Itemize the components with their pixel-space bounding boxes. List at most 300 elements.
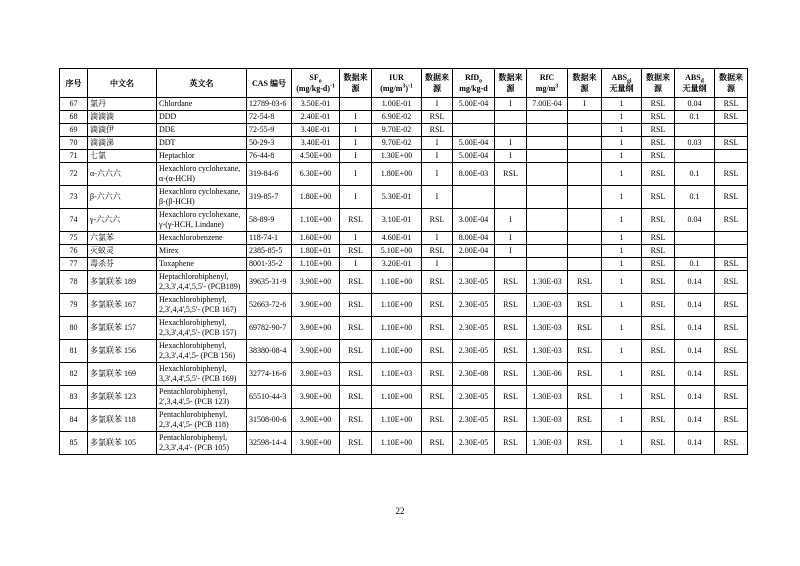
table-cell: 2.30E-05 [453, 317, 495, 340]
table-cell: RSL [568, 409, 602, 432]
table-row [60, 245, 748, 258]
table-cell [568, 245, 602, 258]
table-cell: Pentachlorobiphenyl, 2',3,4,4',5- (PCB 123) [157, 386, 247, 409]
column-header: CAS 编号 [247, 69, 292, 98]
table-cell [715, 150, 748, 163]
table-cell: 1.30E-03 [527, 386, 568, 409]
table-cell: Toxaphene [157, 258, 247, 271]
table-cell: 67 [60, 98, 88, 111]
table-cell: 1 [602, 209, 642, 232]
table-cell: RSL [715, 271, 748, 294]
table-cell: 1.30E-06 [527, 363, 568, 386]
table-cell: 74 [60, 209, 88, 232]
table-cell: RSL [422, 317, 453, 340]
table-cell [453, 124, 495, 137]
table-cell: 5.30E-01 [372, 186, 422, 209]
table-cell: 71 [60, 150, 88, 163]
table-cell: RSL [495, 271, 527, 294]
table-cell [675, 245, 715, 258]
table-cell: 1.10E+00 [372, 432, 422, 455]
table-cell: 0.14 [675, 432, 715, 455]
table-cell: 3.90E+00 [292, 386, 340, 409]
table-cell: 1 [602, 317, 642, 340]
table-cell: RSL [422, 432, 453, 455]
table-cell: 6.30E+00 [292, 163, 340, 186]
table-cell: 1 [602, 245, 642, 258]
table-cell: RSL [568, 317, 602, 340]
table-cell: 65510-44-3 [247, 386, 292, 409]
table-cell: RSL [642, 432, 675, 455]
table-cell [527, 245, 568, 258]
table-cell: 6.90E-02 [372, 111, 422, 124]
table-cell: 多氯联苯 105 [88, 432, 157, 455]
table-cell: 84 [60, 409, 88, 432]
table-cell: 1.10E+00 [372, 294, 422, 317]
table-cell: 1.10E+00 [372, 340, 422, 363]
table-body [60, 98, 748, 455]
table-cell: 1 [602, 232, 642, 245]
table-cell: 2.30E-05 [453, 409, 495, 432]
table-cell [527, 232, 568, 245]
table-cell: 0.1 [675, 163, 715, 186]
table-cell: 3.90E+00 [292, 271, 340, 294]
table-cell: 118-74-1 [247, 232, 292, 245]
column-header: 数据来 源 [340, 69, 372, 98]
table-cell: I [422, 98, 453, 111]
table-cell [495, 124, 527, 137]
table-cell [453, 186, 495, 209]
table-cell: RSL [422, 209, 453, 232]
table-row [60, 317, 748, 340]
table-cell: 69782-90-7 [247, 317, 292, 340]
table-cell: 79 [60, 294, 88, 317]
table-cell: 多氯联苯 157 [88, 317, 157, 340]
table-cell: RSL [340, 271, 372, 294]
table-cell: 3.20E-01 [372, 258, 422, 271]
table-cell: RSL [642, 124, 675, 137]
table-cell [568, 186, 602, 209]
column-header: 序号 [60, 69, 88, 98]
table-cell [568, 124, 602, 137]
table-cell: 3.50E-01 [292, 98, 340, 111]
table-cell: 2.30E-05 [453, 294, 495, 317]
table-cell: RSL [422, 124, 453, 137]
table-cell: Mirex [157, 245, 247, 258]
table-cell [568, 232, 602, 245]
table-cell: RSL [642, 386, 675, 409]
table-cell: 1 [602, 432, 642, 455]
table-cell: 0.14 [675, 409, 715, 432]
table-cell: 76-44-8 [247, 150, 292, 163]
table-cell: RSL [715, 186, 748, 209]
table-cell: 1 [602, 98, 642, 111]
table-cell: 31508-00-6 [247, 409, 292, 432]
table-cell: RSL [642, 98, 675, 111]
table-cell: 0.14 [675, 271, 715, 294]
table-cell: RSL [422, 363, 453, 386]
table-cell: 80 [60, 317, 88, 340]
table-cell: 39635-31-9 [247, 271, 292, 294]
table-cell: 多氯联苯 156 [88, 340, 157, 363]
table-row [60, 363, 748, 386]
table-cell: 75 [60, 232, 88, 245]
table-cell: 0.1 [675, 186, 715, 209]
table-cell: 多氯联苯 123 [88, 386, 157, 409]
table-cell: RSL [568, 271, 602, 294]
table-cell: 1.10E+00 [372, 386, 422, 409]
table-cell: 1 [602, 271, 642, 294]
table-cell: RSL [642, 340, 675, 363]
table-cell: RSL [715, 163, 748, 186]
table-cell: RSL [715, 409, 748, 432]
table-cell: 5.10E+00 [372, 245, 422, 258]
table-cell: 1.00E-01 [372, 98, 422, 111]
table-cell: γ-六六六 [88, 209, 157, 232]
table-cell: 72 [60, 163, 88, 186]
table-cell: 3.00E-04 [453, 209, 495, 232]
table-cell [568, 258, 602, 271]
table-cell [495, 186, 527, 209]
table-cell: I [422, 137, 453, 150]
table-cell: 0.04 [675, 209, 715, 232]
table-cell: 2.30E-08 [453, 363, 495, 386]
table-cell: 1 [602, 258, 642, 271]
table-cell: 83 [60, 386, 88, 409]
table-cell: 1.30E-03 [527, 432, 568, 455]
table-cell: 1.10E+00 [292, 258, 340, 271]
table-cell: I [340, 258, 372, 271]
page-number: 22 [395, 506, 405, 516]
table-cell: 78 [60, 271, 88, 294]
table-cell: 81 [60, 340, 88, 363]
header-row [60, 69, 748, 98]
table-cell: 1.10E+03 [372, 363, 422, 386]
table-cell: RSL [715, 137, 748, 150]
table-cell: RSL [495, 386, 527, 409]
table-cell: 1 [602, 409, 642, 432]
table-cell: RSL [715, 363, 748, 386]
table-cell: 3.90E+00 [292, 340, 340, 363]
table-row [60, 186, 748, 209]
table-cell: 72-55-9 [247, 124, 292, 137]
table-cell: 70 [60, 137, 88, 150]
table-cell: 1 [602, 150, 642, 163]
table-cell: I [422, 258, 453, 271]
table-cell: RSL [642, 245, 675, 258]
table-cell: 1.80E+01 [292, 245, 340, 258]
table-cell: I [340, 124, 372, 137]
table-row [60, 137, 748, 150]
table-cell: 9.70E-02 [372, 137, 422, 150]
table-cell: 1 [602, 363, 642, 386]
table-row [60, 271, 748, 294]
table-cell: 2.30E-05 [453, 432, 495, 455]
column-header: 英文名 [157, 69, 247, 98]
table-cell: RSL [642, 363, 675, 386]
table-cell: 85 [60, 432, 88, 455]
column-header: 数据来 源 [495, 69, 527, 98]
table-cell: RSL [495, 340, 527, 363]
table-cell: 2.30E-05 [453, 386, 495, 409]
table-cell: Heptachlorobiphenyl, 2,3,3',4,4',5,5'- (PCB189) [157, 271, 247, 294]
table-cell: 3.90E+03 [292, 363, 340, 386]
table-cell: β-六六六 [88, 186, 157, 209]
table-cell: 灭蚁灵 [88, 245, 157, 258]
table-cell: 1.30E+00 [372, 150, 422, 163]
table-cell [527, 150, 568, 163]
column-header: 数据来 源 [568, 69, 602, 98]
table-cell: RSL [340, 386, 372, 409]
table-cell: 0.14 [675, 363, 715, 386]
table-cell: Pentachlorobiphenyl, 2,3,3',4,4'- (PCB 105) [157, 432, 247, 455]
table-cell: 1.10E+00 [372, 317, 422, 340]
table-cell: RSL [642, 271, 675, 294]
table-cell: 73 [60, 186, 88, 209]
table-cell: Chlordane [157, 98, 247, 111]
table-cell: RSL [495, 409, 527, 432]
table-cell: RSL [495, 432, 527, 455]
table-cell: 32598-14-4 [247, 432, 292, 455]
table-row [60, 409, 748, 432]
column-header: IUR $(mg/m^3)^{-1}$ [372, 69, 422, 98]
table-cell: RSL [715, 432, 748, 455]
table-cell: RSL [495, 294, 527, 317]
table-row [60, 150, 748, 163]
table-cell: I [495, 150, 527, 163]
table-cell: 8.00E-04 [453, 232, 495, 245]
table-cell: I [495, 209, 527, 232]
table-cell: 1.10E+00 [372, 409, 422, 432]
table-cell [527, 111, 568, 124]
table-cell: RSL [422, 245, 453, 258]
table-cell: 滴滴滴 [88, 111, 157, 124]
table-cell: 1 [602, 124, 642, 137]
table-cell: Hexachlorobiphenyl, 3,3',4,4',5,5'- (PCB 169) [157, 363, 247, 386]
table-cell: RSL [422, 111, 453, 124]
table-cell [568, 111, 602, 124]
table-cell: RSL [568, 432, 602, 455]
table-cell: DDD [157, 111, 247, 124]
table-cell: 2.30E-05 [453, 340, 495, 363]
table-cell: 0.14 [675, 386, 715, 409]
table-cell [527, 209, 568, 232]
table-cell: RSL [642, 163, 675, 186]
table-cell: RSL [642, 150, 675, 163]
table-cell: 5.00E-04 [453, 98, 495, 111]
table-cell: 82 [60, 363, 88, 386]
table-cell [453, 111, 495, 124]
table-cell: I [568, 98, 602, 111]
table-cell: 1.10E+00 [292, 209, 340, 232]
table-cell [568, 163, 602, 186]
table-cell [340, 98, 372, 111]
table-cell: 0.1 [675, 258, 715, 271]
table-cell: 32774-16-6 [247, 363, 292, 386]
table-cell: RSL [568, 363, 602, 386]
table-cell: 3.10E-01 [372, 209, 422, 232]
column-header: 数据来 源 [422, 69, 453, 98]
table-cell: 0.14 [675, 317, 715, 340]
table-row [60, 294, 748, 317]
table-cell: RSL [340, 245, 372, 258]
table-cell: Hexachlorobiphenyl, 2,3,3',4,4',5- (PCB 156) [157, 340, 247, 363]
table-cell [715, 232, 748, 245]
table-cell: Hexachlorobiphenyl, 2,3,3',4,4',5'- (PCB 157) [157, 317, 247, 340]
table-cell: 9.70E-02 [372, 124, 422, 137]
table-row [60, 232, 748, 245]
table-cell: 1 [602, 137, 642, 150]
table-cell: RSL [340, 294, 372, 317]
table-cell: RSL [495, 163, 527, 186]
column-header: 数据来 源 [642, 69, 675, 98]
table-cell: 3.90E+00 [292, 409, 340, 432]
table-cell: 2385-85-5 [247, 245, 292, 258]
table-cell: DDT [157, 137, 247, 150]
table-cell: Hexachlorobiphenyl, 2,3',4,4',5,5'- (PCB 167) [157, 294, 247, 317]
table-cell: 多氯联苯 167 [88, 294, 157, 317]
table-row [60, 163, 748, 186]
table-cell [527, 186, 568, 209]
table-row [60, 124, 748, 137]
table-cell: RSL [422, 386, 453, 409]
table-cell: I [495, 98, 527, 111]
table-cell: 滴滴伊 [88, 124, 157, 137]
table-row [60, 340, 748, 363]
table-cell: 1.30E-03 [527, 294, 568, 317]
table-cell: I [495, 245, 527, 258]
table-cell: 76 [60, 245, 88, 258]
table-cell: 3.90E+00 [292, 294, 340, 317]
column-header: 数据来 源 [715, 69, 748, 98]
table-cell: RSL [422, 340, 453, 363]
table-cell: I [340, 111, 372, 124]
table-cell: RSL [642, 111, 675, 124]
table-cell: 3.90E+00 [292, 432, 340, 455]
table-cell: 1.30E-03 [527, 317, 568, 340]
column-header: $SF_o$ $(mg/kg-d)^{-1}$ [292, 69, 340, 98]
table-cell: 1 [602, 340, 642, 363]
chemical-parameters-table [59, 68, 748, 455]
table-cell [527, 258, 568, 271]
table-cell: 4.50E+00 [292, 150, 340, 163]
table-cell [675, 150, 715, 163]
table-cell: I [422, 232, 453, 245]
table-cell: RSL [340, 409, 372, 432]
table-cell: Hexachlorobenzene [157, 232, 247, 245]
table-cell: RSL [642, 317, 675, 340]
table-cell [568, 137, 602, 150]
table-cell: I [422, 186, 453, 209]
table-cell: 3.90E+00 [292, 317, 340, 340]
table-cell: 1.30E-03 [527, 340, 568, 363]
table-cell: RSL [422, 271, 453, 294]
table-cell: 2.30E-05 [453, 271, 495, 294]
table-cell: 5.00E-04 [453, 137, 495, 150]
table-cell: 8001-35-2 [247, 258, 292, 271]
table-cell: 七氯 [88, 150, 157, 163]
table-cell: RSL [715, 258, 748, 271]
table-cell: 8.00E-03 [453, 163, 495, 186]
table-cell [568, 209, 602, 232]
table-row [60, 209, 748, 232]
table-cell: RSL [715, 317, 748, 340]
table-cell: Pentachlorobiphenyl, 2,3',4,4',5- (PCB 118) [157, 409, 247, 432]
table-cell: RSL [642, 232, 675, 245]
table-cell [527, 163, 568, 186]
table-cell: I [495, 137, 527, 150]
table-cell: I [422, 163, 453, 186]
table-cell: 52663-72-6 [247, 294, 292, 317]
table-cell [453, 258, 495, 271]
table-cell: RSL [715, 209, 748, 232]
table-cell: I [340, 232, 372, 245]
table-cell [527, 124, 568, 137]
table-cell: RSL [642, 409, 675, 432]
table-cell [715, 245, 748, 258]
table-cell: 72-54-8 [247, 111, 292, 124]
table-cell: 12789-03-6 [247, 98, 292, 111]
table-cell: 5.00E-04 [453, 150, 495, 163]
table-cell: I [422, 150, 453, 163]
table-row [60, 258, 748, 271]
table-cell: 3.40E-01 [292, 137, 340, 150]
table-cell: 1.30E-03 [527, 409, 568, 432]
table-cell: RSL [568, 340, 602, 363]
table-cell: RSL [715, 386, 748, 409]
table-cell: 0.04 [675, 98, 715, 111]
table-cell: 68 [60, 111, 88, 124]
table-cell: RSL [340, 209, 372, 232]
table-cell: α-六六六 [88, 163, 157, 186]
table-cell: 多氯联苯 118 [88, 409, 157, 432]
table-cell: RSL [715, 98, 748, 111]
table-cell [527, 137, 568, 150]
column-header: RfD$_o$ mg/kg-d [453, 69, 495, 98]
table-cell: I [495, 232, 527, 245]
table-cell: 319-85-7 [247, 186, 292, 209]
table-cell: 319-84-6 [247, 163, 292, 186]
table-cell [495, 258, 527, 271]
table-row [60, 98, 748, 111]
table-cell: 0.03 [675, 137, 715, 150]
table-cell: RSL [642, 186, 675, 209]
table-cell [675, 232, 715, 245]
table-cell: RSL [495, 363, 527, 386]
table-cell [675, 124, 715, 137]
column-header: $ABS_d$ 无量纲 [675, 69, 715, 98]
table-header [60, 69, 748, 98]
table-cell: Hexachloro cyclohexane, β-(β-HCH) [157, 186, 247, 209]
table-cell: 1.10E+00 [372, 271, 422, 294]
table-cell: RSL [422, 294, 453, 317]
table-row [60, 111, 748, 124]
table-cell: RSL [340, 317, 372, 340]
table-cell: 1 [602, 386, 642, 409]
table-cell: 1.60E+00 [292, 232, 340, 245]
table-cell: 2.00E-04 [453, 245, 495, 258]
table-cell: 1 [602, 186, 642, 209]
table-cell [715, 124, 748, 137]
table-cell: 58-89-9 [247, 209, 292, 232]
table-cell: RSL [715, 340, 748, 363]
table-cell: 1 [602, 294, 642, 317]
table-row [60, 432, 748, 455]
table-cell: 1 [602, 111, 642, 124]
table-cell: 38380-08-4 [247, 340, 292, 363]
table-cell: 氯丹 [88, 98, 157, 111]
table-cell: Heptachlor [157, 150, 247, 163]
table-cell: 多氯联苯 169 [88, 363, 157, 386]
